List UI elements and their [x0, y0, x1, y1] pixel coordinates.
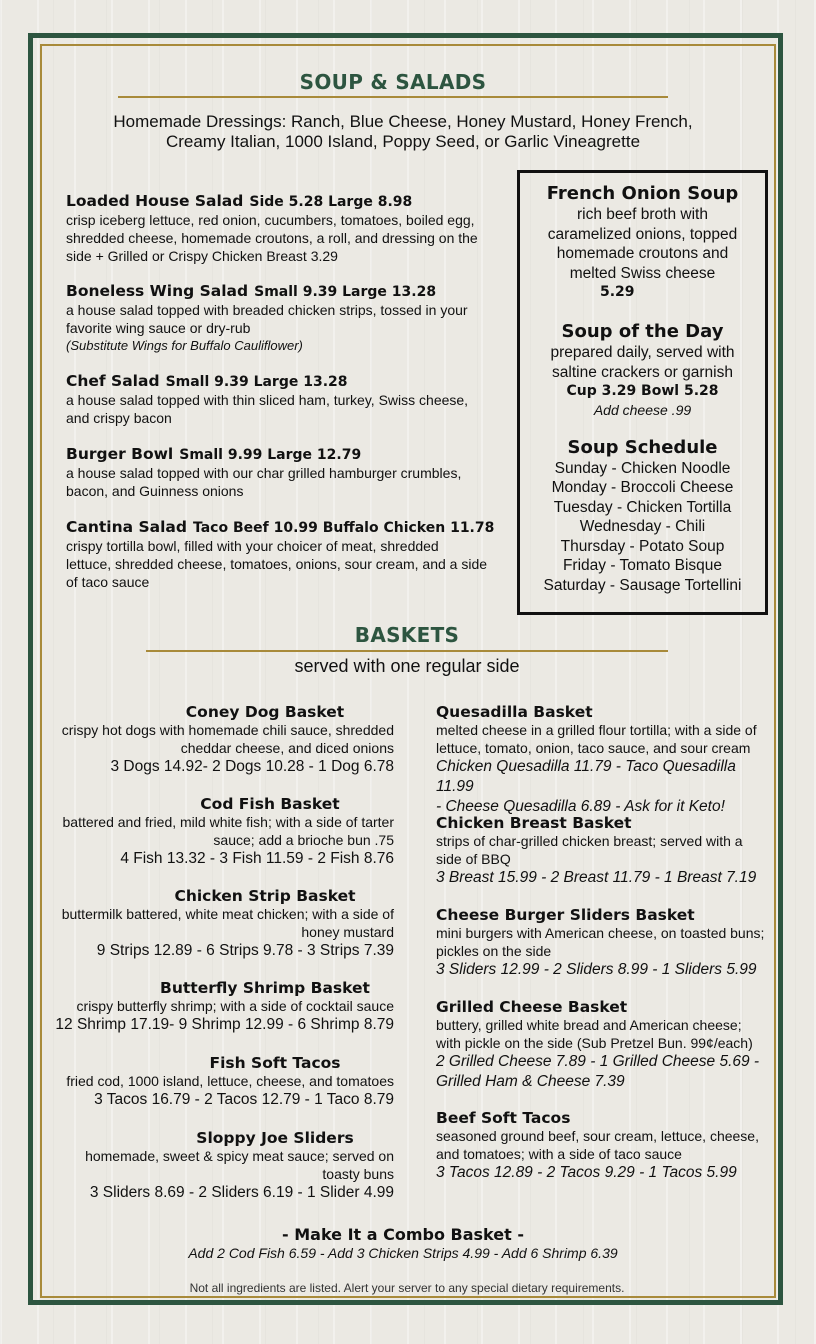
french-onion-desc: homemade croutons and — [556, 245, 729, 262]
salad-desc: a house salad topped with breaded chicken strips, tossed in your — [66, 302, 468, 318]
schedule-day: Wednesday - Chili — [579, 518, 706, 535]
basket-name: Butterfly Shrimp Basket — [160, 979, 370, 997]
combo-section — [60, 1226, 746, 1263]
schedule-day: Thursday - Potato Soup — [560, 537, 725, 555]
basket-name: Cheese Burger Sliders Basket — [436, 906, 695, 924]
basket-price: 3 Breast 15.99 - 2 Breast 11.79 - 1 Breast 7.19 — [436, 869, 757, 886]
soup-box — [517, 170, 768, 615]
basket-name: Grilled Cheese Basket — [436, 998, 628, 1016]
salad-name: Burger Bowl — [66, 445, 174, 463]
salad-price: Small 9.39 Large 13.28 — [165, 374, 348, 390]
basket-price: Chicken Quesadilla 11.79 - Taco Quesadilla 11.99 — [436, 758, 736, 795]
salad-name: Chef Salad — [66, 372, 160, 390]
salad-item — [66, 372, 468, 427]
salad-price: Small 9.39 Large 13.28 — [254, 284, 437, 300]
salad-price: Small 9.99 Large 12.79 — [179, 447, 362, 463]
basket-price: 9 Strips 12.89 - 6 Strips 9.78 - 3 Strips 7.39 — [96, 942, 394, 959]
salad-item — [66, 518, 494, 591]
salad-name: Cantina Salad — [66, 518, 187, 536]
basket-desc: buttery, grilled white bread and American cheese; — [436, 1017, 742, 1033]
basket-desc: toasty buns — [322, 1166, 394, 1182]
basket-desc: sauce; add a brioche bun .75 — [213, 832, 394, 848]
basket-desc: mini burgers with American cheese, on toasted buns; — [436, 925, 765, 941]
basket-item — [436, 703, 776, 817]
french-onion-desc: caramelized onions, topped — [547, 225, 738, 243]
basket-price: - Cheese Quesadilla 6.89 - Ask for it Keto! — [436, 798, 725, 815]
schedule-day: Tuesday - Chicken Tortilla — [553, 498, 732, 516]
basket-item — [46, 1054, 394, 1110]
salad-desc: crispy tortilla bowl, filled with your choicer of meat, shredded — [66, 538, 439, 554]
basket-desc: buttermilk battered, white meat chicken; with a side of — [61, 906, 394, 922]
basket-name: Beef Soft Tacos — [436, 1109, 571, 1127]
basket-desc: side of BBQ — [436, 851, 511, 867]
basket-desc: fried cod, 1000 island, lettuce, cheese, and tomatoes — [66, 1073, 394, 1089]
basket-desc: lettuce, tomato, onion, taco sauce, and sour cream — [436, 740, 751, 756]
basket-desc: crispy butterfly shrimp; with a side of cocktail sauce — [76, 998, 394, 1014]
baskets-rule — [146, 650, 668, 652]
schedule-day: Monday - Broccoli Cheese — [551, 479, 734, 496]
schedule-day: Friday - Tomato Bisque — [562, 557, 723, 574]
salad-note: (Substitute Wings for Buffalo Cauliflower) — [66, 338, 303, 353]
salad-desc: shredded cheese, homemade croutons, a roll, and dressing on the — [66, 230, 478, 246]
salad-price: Taco Beef 10.99 Buffalo Chicken 11.78 — [192, 520, 495, 536]
dressings-line-1: Homemade Dressings: Ranch, Blue Cheese, Honey Mustard, Honey French, — [113, 112, 693, 131]
basket-item — [46, 795, 394, 869]
basket-name: Chicken Strip Basket — [174, 887, 356, 905]
salad-desc: side + Grilled or Crispy Chicken Breast 3.29 — [66, 248, 338, 264]
salad-item — [66, 445, 461, 500]
basket-item — [436, 1109, 776, 1183]
basket-name: Sloppy Joe Sliders — [196, 1129, 354, 1147]
basket-name: Quesadilla Basket — [436, 703, 593, 721]
basket-name: Cod Fish Basket — [200, 795, 340, 813]
basket-item — [436, 814, 776, 888]
basket-price: 3 Dogs 14.92- 2 Dogs 10.28 - 1 Dog 6.78 — [110, 758, 394, 775]
basket-price: 2 Grilled Cheese 7.89 - 1 Grilled Cheese 5.69 - — [436, 1053, 760, 1070]
basket-item — [46, 1129, 394, 1203]
salad-name: Boneless Wing Salad — [66, 282, 249, 300]
salad-item — [66, 192, 478, 265]
schedule-day: Sunday - Chicken Noodle — [554, 459, 731, 477]
salad-desc: lettuce, shredded cheese, tomatoes, onions, sour cream, and a side — [66, 556, 488, 572]
basket-item — [436, 998, 776, 1092]
salad-desc: a house salad topped with thin sliced ham, turkey, Swiss cheese, — [66, 392, 469, 408]
basket-desc: crispy hot dogs with homemade chili sauce, shredded — [61, 722, 394, 738]
basket-item — [46, 979, 394, 1035]
french-onion-price: 5.29 — [600, 284, 635, 300]
schedule-day: Saturday - Sausage Tortellini — [543, 576, 742, 594]
basket-price: 12 Shrimp 17.19- 9 Shrimp 12.99 - 6 Shrimp 8.79 — [55, 1016, 394, 1033]
combo-title: - Make It a Combo Basket - — [282, 1225, 524, 1244]
basket-name: Fish Soft Tacos — [209, 1054, 341, 1072]
basket-price: 3 Sliders 8.69 - 2 Sliders 6.19 - 1 Slider 4.99 — [89, 1184, 394, 1201]
basket-price: Grilled Ham & Cheese 7.39 — [436, 1073, 625, 1090]
dressings-text — [60, 112, 746, 152]
soup-of-day-note: Add cheese .99 — [593, 402, 692, 418]
basket-desc: melted cheese in a grilled flour tortilla; with a side of — [436, 722, 757, 738]
french-onion-desc: rich beef broth with — [577, 206, 708, 223]
basket-price: 3 Tacos 16.79 - 2 Tacos 12.79 - 1 Taco 8.79 — [94, 1091, 394, 1108]
salad-desc: bacon, and Guinness onions — [66, 483, 244, 499]
basket-desc: battered and fried, mild white fish; with a side of tarter — [62, 814, 394, 830]
basket-price: 4 Fish 13.32 - 3 Fish 11.59 - 2 Fish 8.76 — [120, 850, 394, 867]
baskets-title: BASKETS — [354, 623, 460, 647]
salad-desc: and crispy bacon — [66, 410, 172, 426]
basket-desc: pickles on the side — [436, 943, 552, 959]
basket-item — [436, 906, 776, 980]
soup-salads-rule — [118, 96, 668, 98]
basket-price: 3 Tacos 12.89 - 2 Tacos 9.29 - 1 Tacos 5.99 — [436, 1164, 737, 1181]
soup-salads-title: SOUP & SALADS — [299, 70, 487, 94]
combo-line: Add 2 Cod Fish 6.59 - Add 3 Chicken Strips 4.99 - Add 6 Shrimp 6.39 — [188, 1245, 618, 1261]
basket-desc: and tomatoes; with a side of taco sauce — [436, 1146, 682, 1162]
basket-price: 3 Sliders 12.99 - 2 Sliders 8.99 - 1 Sliders 5.99 — [436, 961, 757, 978]
basket-desc: strips of char-grilled chicken breast; served with a — [436, 833, 743, 849]
salad-desc: a house salad topped with our char grilled hamburger crumbles, — [66, 465, 462, 481]
dressings-line-2: Creamy Italian, 1000 Island, Poppy Seed, or Garlic Vineagrette — [165, 132, 641, 151]
basket-desc: homemade, sweet & spicy meat sauce; served on — [85, 1148, 394, 1164]
salad-desc: favorite wing sauce or dry-rub — [66, 320, 251, 336]
french-onion-desc: melted Swiss cheese — [569, 264, 716, 282]
salad-item — [66, 282, 468, 355]
basket-desc: honey mustard — [301, 924, 394, 940]
soup-of-day-title: Soup of the Day — [561, 321, 724, 342]
basket-desc: with pickle on the side (Sub Pretzel Bun. 99¢/each) — [436, 1035, 753, 1051]
soup-of-day-desc: prepared daily, served with — [550, 344, 735, 361]
soup-of-day-price: Cup 3.29 Bowl 5.28 — [566, 383, 719, 399]
soup-of-day-desc: saltine crackers or garnish — [552, 363, 733, 381]
basket-item — [46, 887, 394, 961]
french-onion-title: French Onion Soup — [546, 183, 739, 204]
salad-price: Side 5.28 Large 8.98 — [249, 194, 413, 210]
footer-note: Not all ingredients are listed. Alert your server to any special dietary requirements. — [189, 1281, 625, 1295]
basket-desc: seasoned ground beef, sour cream, lettuce, cheese, — [436, 1128, 759, 1144]
baskets-subtitle: served with one regular side — [294, 656, 520, 676]
basket-item — [46, 703, 394, 777]
soup-schedule-title: Soup Schedule — [567, 436, 718, 458]
salad-desc: of taco sauce — [66, 574, 150, 590]
salad-name: Loaded House Salad — [66, 192, 244, 210]
salad-desc: crisp iceberg lettuce, red onion, cucumbers, tomatoes, boiled egg, — [66, 212, 475, 228]
basket-name: Chicken Breast Basket — [436, 814, 632, 832]
basket-desc: cheddar cheese, and diced onions — [180, 740, 394, 756]
basket-name: Coney Dog Basket — [185, 703, 345, 721]
